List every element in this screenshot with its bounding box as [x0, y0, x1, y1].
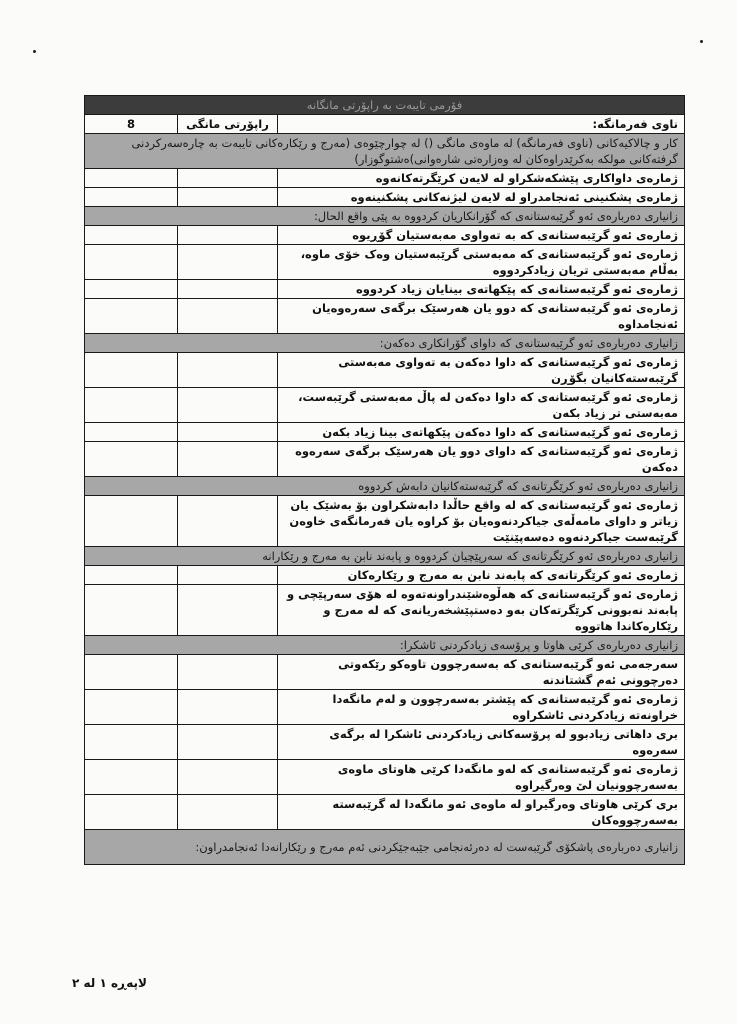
- value-cell[interactable]: [178, 353, 278, 388]
- table-row: [85, 280, 685, 299]
- section-heading-row: [85, 547, 685, 566]
- value-cell[interactable]: [178, 795, 278, 830]
- value-cell[interactable]: [178, 496, 278, 547]
- section-heading-row: [85, 334, 685, 353]
- table-row: [85, 760, 685, 795]
- value-cell[interactable]: [178, 226, 278, 245]
- value-cell[interactable]: [85, 388, 178, 423]
- value-cell[interactable]: [85, 496, 178, 547]
- value-cell[interactable]: [178, 245, 278, 280]
- value-cell[interactable]: [85, 188, 178, 207]
- table-row: [85, 188, 685, 207]
- value-cell[interactable]: [85, 442, 178, 477]
- value-cell[interactable]: [178, 585, 278, 636]
- final-section-heading: زانیاری دەربارەی پاشکۆی گرێبەست لە دەرئەنجامی جێبەجێکردنی ئەم مەرج و رێکارانەدا ئەنجامدراون:: [85, 830, 685, 865]
- table-row: [85, 169, 685, 188]
- value-cell[interactable]: [178, 280, 278, 299]
- value-cell[interactable]: [178, 760, 278, 795]
- table-row: [85, 566, 685, 585]
- row-label: ژمارەی ئەو گرێبەستانەی کە لەو مانگەدا کرێی هاوتای ماوەی بەسەرچوونیان لێ وەرگیراوە: [278, 760, 685, 795]
- row-label: ژمارەی داواکاری پێشکەشکراو لە لایەن کرێگرتەکانەوە: [278, 169, 685, 188]
- row-label: ژمارەی ئەو گرێبەستانەی کە دوو یان هەرسێک برگەی سەرەوەیان ئەنجامداوە: [278, 299, 685, 334]
- row-label: بری داهاتی زیادبوو لە پرۆسەکانی زیادکردنی ئاشکرا لە برگەی سەرەوە: [278, 725, 685, 760]
- section-heading: زانیاری دەربارەی ئەو کرێگرتانەی کە سەرپێچیان کردووە و پابەند نابن بە مەرج و رێکارانە: [85, 547, 685, 566]
- value-cell[interactable]: [85, 280, 178, 299]
- table-row: [85, 226, 685, 245]
- section-heading-row: [85, 207, 685, 226]
- scan-speck: [700, 40, 703, 43]
- report-month-value: 8: [85, 115, 178, 134]
- row-label: ژمارەی ئەو گرێبەستانەی کە پێکهاتەی بینایان زیاد کردووە: [278, 280, 685, 299]
- value-cell[interactable]: [85, 353, 178, 388]
- row-label: ژمارەی ئەو گرێبەستانەی کە داوا دەکەن لە پاڵ مەبەستی گرێبەست، مەبەستی تر زیاد بکەن: [278, 388, 685, 423]
- value-cell[interactable]: [178, 388, 278, 423]
- scan-speck: [33, 50, 36, 53]
- section-heading: زانیاری دەربارەی کرێی هاوتا و پرۆسەی زیادکردنی ئاشکرا:: [85, 636, 685, 655]
- form-title-row: [85, 96, 685, 115]
- table-row: [85, 496, 685, 547]
- table-row: [85, 299, 685, 334]
- value-cell[interactable]: [178, 188, 278, 207]
- table-row: [85, 388, 685, 423]
- section-heading-row: [85, 636, 685, 655]
- row-label: ژمارەی ئەو گرێبەستانەی کە مەبەستی گرێبەستیان وەک خۆی ماوە، بەڵام مەبەستی تریان زیادکردووە: [278, 245, 685, 280]
- table-row: [85, 442, 685, 477]
- value-cell[interactable]: [178, 655, 278, 690]
- value-cell[interactable]: [85, 566, 178, 585]
- value-cell[interactable]: [85, 690, 178, 725]
- row-label: ژمارەی پشکنینی ئەنجامدراو لە لایەن لیژنەکانی پشکنینەوە: [278, 188, 685, 207]
- value-cell[interactable]: [178, 169, 278, 188]
- page-number: لاپەڕە ١ لە ٢: [72, 976, 147, 990]
- row-label: ژمارەی ئەو گرێبەستانەی کە داوای دوو یان هەرسێک برگەی سەرەوە دەکەن: [278, 442, 685, 477]
- report-month-label: راپۆرتی مانگی: [178, 115, 278, 134]
- section-heading: زانیاری دەربارەی ئەو گرێبەستانەی کە داوای گۆرانکاری دەکەن:: [85, 334, 685, 353]
- value-cell[interactable]: [178, 690, 278, 725]
- table-row: [85, 795, 685, 830]
- value-cell[interactable]: [85, 585, 178, 636]
- value-cell[interactable]: [178, 566, 278, 585]
- intro-row: [85, 134, 685, 169]
- table-row: [85, 655, 685, 690]
- table-row: [85, 690, 685, 725]
- table-row: [85, 353, 685, 388]
- monthly-report-form: [84, 95, 685, 865]
- value-cell[interactable]: [85, 245, 178, 280]
- row-label: ژمارەی ئەو گرێبەستانەی کە بە تەواوی مەبەستیان گۆڕیوە: [278, 226, 685, 245]
- form-title: فۆرمی تایبەت بە راپۆرتی مانگانە: [85, 96, 685, 115]
- value-cell[interactable]: [178, 442, 278, 477]
- row-label: ژمارەی ئەو گرێبەستانەی کە داوا دەکەن پێکهاتەی بینا زیاد بکەن: [278, 423, 685, 442]
- value-cell[interactable]: [178, 423, 278, 442]
- row-label: بری کرێی هاوتای وەرگیراو لە ماوەی ئەو مانگەدا لە گرێبەستە بەسەرچووەکان: [278, 795, 685, 830]
- final-section-row: [85, 830, 685, 865]
- value-cell[interactable]: [85, 795, 178, 830]
- value-cell[interactable]: [85, 299, 178, 334]
- section-heading: زانیاری دەربارەی ئەو کرێگرتانەی کە گرێبەستەکانیان دابەش کردووە: [85, 477, 685, 496]
- row-label: ژمارەی ئەو گرێبەستانەی کە داوا دەکەن بە تەواوی مەبەستی گرێبەستەکانیان بگۆڕن: [278, 353, 685, 388]
- section-heading-row: [85, 477, 685, 496]
- row-label: ژمارەی ئەو گرێبەستانەی کە لە واقع حاڵدا دابەشکراون بۆ بەشێک یان زیاتر و داوای مامەڵەی جیاکردنەوەیان بۆ کراوە یان فەرمانگەی خاوەن گرێبەست جیاکردنەوە دەسەپێنێت: [278, 496, 685, 547]
- value-cell[interactable]: [85, 423, 178, 442]
- value-cell[interactable]: [85, 725, 178, 760]
- value-cell[interactable]: [85, 169, 178, 188]
- intro-text: کار و چالاکیەکانی (ناوی فەرمانگە) لە ماوەی مانگی () لە چوارچێوەی (مەرج و رێکارەکانی تایبەت بە چارەسەرکردنی گرفتەکانی مولکە بەکرێدراوەکان لە وەزارەتی شارەوانی)ەشتوگوزار): [85, 134, 685, 169]
- section-heading: زانیاری دەربارەی ئەو گرێبەستانەی کە گۆرانکاریان کردووە بە پێی واقع الحال:: [85, 207, 685, 226]
- value-cell[interactable]: [178, 725, 278, 760]
- value-cell[interactable]: [85, 655, 178, 690]
- table-row: [85, 585, 685, 636]
- form-header-row: [85, 115, 685, 134]
- department-name-label: ناوی فەرمانگە:: [278, 115, 685, 134]
- table-row: [85, 423, 685, 442]
- table-row: [85, 245, 685, 280]
- row-label: ژمارەی ئەو گرێبەستانەی کە هەڵوەشێندراونەتەوە لە هۆی سەرپێچی و پابەند نەبوونی کرێگرتەکان بەو دەستپێشخەریانەی کە لە مەرج و رێکارەکاندا هاتووە: [278, 585, 685, 636]
- row-label: ژمارەی ئەو کرێگرتانەی کە پابەند نابن بە مەرج و رێکارەکان: [278, 566, 685, 585]
- value-cell[interactable]: [85, 760, 178, 795]
- value-cell[interactable]: [178, 299, 278, 334]
- row-label: ژمارەی ئەو گرێبەستانەی کە پێشتر بەسەرچوون و لەم مانگەدا خراونەتە زیادکردنی ئاشکراوە: [278, 690, 685, 725]
- value-cell[interactable]: [85, 226, 178, 245]
- table-row: [85, 725, 685, 760]
- row-label: سەرجەمی ئەو گرێبەستانەی کە بەسەرچوون تاوەکو رێکەوتی دەرچوونی ئەم گشتاندنە: [278, 655, 685, 690]
